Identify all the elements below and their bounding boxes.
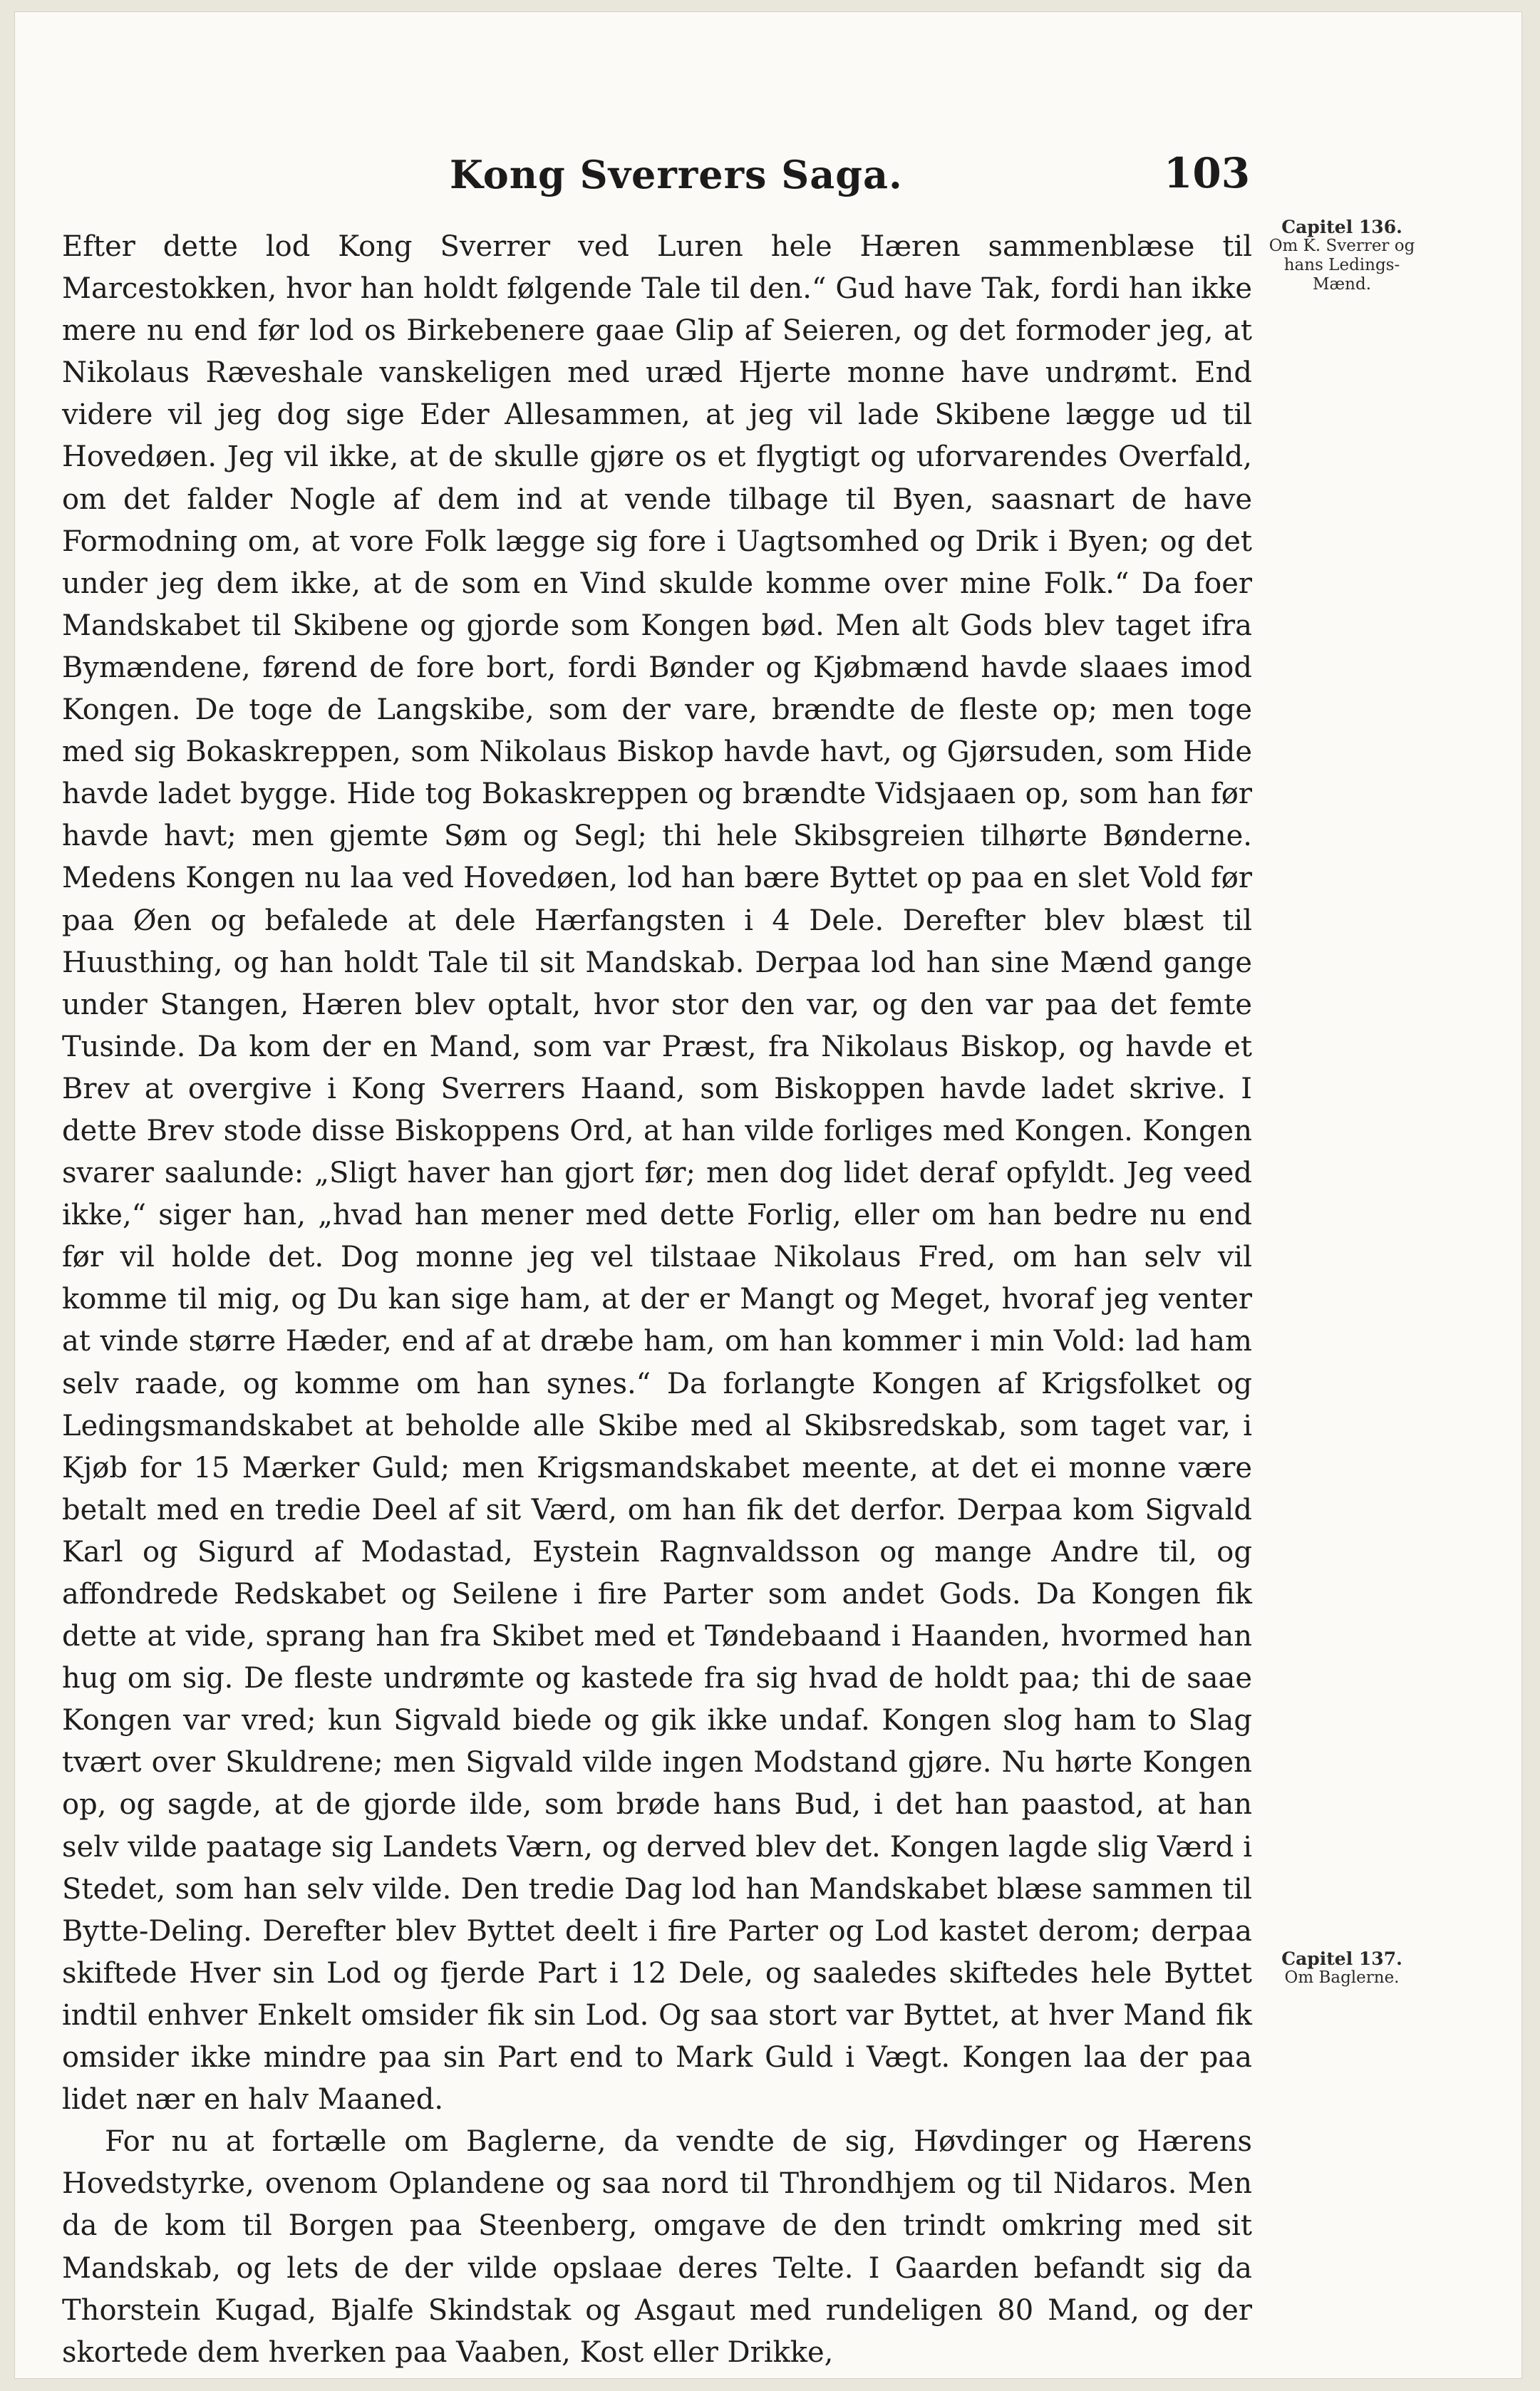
margin-note-chapter-136: [1261, 217, 1423, 294]
margin-note-chapter-label: Capitel 137.: [1281, 1948, 1402, 1969]
margin-note-chapter-137: [1261, 1949, 1423, 1988]
page-number: 103: [1164, 149, 1251, 197]
paragraph-chapter-137: For nu at fortælle om Baglerne, da vendte de sig, Høvdinger og Hærens Hovedstyrke, ovenom Oplandene og saa nord til Throndhjem og til Nidaros. Men da de kom til Borgen paa Steenberg, omgave de den trindt omkring med sit Mandskab, og lets de der vilde opslaae deres Telte. I Gaarden befandt sig da Thorstein Kugad, Bjalfe Skindstak og Asgaut med rundeligen 80 Mand, og der skortede dem hverken paa Vaaben, Kost eller Drikke,: [62, 2125, 1252, 2369]
running-title: Kong Sverrers Saga.: [450, 152, 903, 197]
page-header: [15, 149, 1521, 202]
paragraph-chapter-136: Efter dette lod Kong Sverrer ved Luren hele Hæren sammenblæse til Marcestokken, hvor han holdt følgende Tale til den.“ Gud have Tak, fordi han ikke mere nu end før lod os Birkebenere gaae Glip af Seieren, og det formoder jeg, at Nikolaus Ræveshale vanskeligen med uræd Hjerte monne have undrømt. End videre vil jeg dog sige Eder Allesammen, at jeg vil lade Skibene lægge ud til Hovedøen. Jeg vil ikke, at de skulle gjøre os et flygtigt og uforvarendes Overfald, om det falder Nogle af dem ind at vende tilbage til Byen, saasnart de have Formodning om, at vore Folk lægge sig fore i Uagtsomhed og Drik i Byen; og det under jeg dem ikke, at de som en Vind skulde komme over mine Folk.“ Da foer Mandskabet til Skibene og gjorde som Kongen bød. Men alt Gods blev taget ifra Bymændene, førend de fore bort, fordi Bønder og Kjøbmænd havde slaaes imod Kongen. De toge de Langskibe, som der vare, brændte de fleste op; men toge med sig Bokaskreppen, som Nikolaus Biskop havde havt, og Gjørsuden, som Hide havde ladet bygge. Hide tog Bokaskreppen og brændte Vidsjaaen op, som han før havde havt; men gjemte Søm og Segl; thi hele Skibsgreien tilhørte Bønderne. Medens Kongen nu laa ved Hovedøen, lod han bære Byttet op paa en slet Vold før paa Øen og befalede at dele Hærfangsten i 4 Dele. Derefter blev blæst til Huusthing, og han holdt Tale til sit Mandskab. Derpaa lod han sine Mænd gange under Stangen, Hæren blev optalt, hvor stor den var, og den var paa det femte Tusinde. Da kom der en Mand, som var Præst, fra Nikolaus Biskop, og havde et Brev at overgive i Kong Sverrers Haand, som Biskoppen havde ladet skrive. I dette Brev stode disse Biskoppens Ord, at han vilde forliges med Kongen. Kongen svarer saalunde: „Sligt haver han gjort før; men dog lidet deraf opfyldt. Jeg veed ikke,“ siger han, „hvad han mener med dette Forlig, eller om han bedre nu end før vil holde det. Dog monne jeg vel tilstaae Nikolaus Fred, om han selv vil komme til mig, og Du kan sige ham, at der er Mangt og Meget, hvoraf jeg venter at vinde større Hæder, end af at dræbe ham, om han kommer i min Vold: lad ham selv raade, og komme om han synes.“ Da forlangte Kongen af Krigsfolket og Ledingsmandskabet at beholde alle Skibe med al Skibsredskab, som taget var, i Kjøb for 15 Mærker Guld; men Krigsmandskabet meente, at det ei monne være betalt med en tredie Deel af sit Værd, om han fik det derfor. Derpaa kom Sigvald Karl og Sigurd af Modastad, Eystein Ragnvaldsson og mange Andre til, og affondrede Redskabet og Seilene i fire Parter som andet Gods. Da Kongen fik dette at vide, sprang han fra Skibet med et Tøndebaand i Haanden, hvormed han hug om sig. De fleste undrømte og kastede fra sig hvad de holdt paa; thi de saae Kongen var vred; kun Sigvald biede og gik ikke undaf. Kongen slog ham to Slag tvært over Skuldrene; men Sigvald vilde ingen Modstand gjøre. Nu hørte Kongen op, og sagde, at de gjorde ilde, som brøde hans Bud, i det han paastod, at han selv vilde paatage sig Landets Værn, og derved blev det. Kongen lagde slig Værd i Stedet, som han selv vilde. Den tredie Dag lod han Mandskabet blæse sammen til Bytte-Deling. Derefter blev Byttet deelt i fire Parter og Lod kastet derom; derpaa skiftede Hver sin Lod og fjerde Part i 12 Dele, og saaledes skiftedes hele Byttet indtil enhver Enkelt omsider fik sin Lod. Og saa stort var Byttet, at hver Mand fik omsider ikke mindre paa sin Part end to Mark Guld i Vægt. Kongen laa der paa lidet nær en halv Maaned.: [62, 230, 1252, 2117]
body-text: [62, 226, 1252, 2374]
margin-note-subject: Om K. Sverrer og hans Ledings-Mænd.: [1268, 237, 1415, 294]
book-page: [14, 11, 1522, 2379]
margin-note-subject: Om Baglerne.: [1284, 1968, 1400, 1987]
margin-note-chapter-label: Capitel 136.: [1281, 217, 1402, 237]
